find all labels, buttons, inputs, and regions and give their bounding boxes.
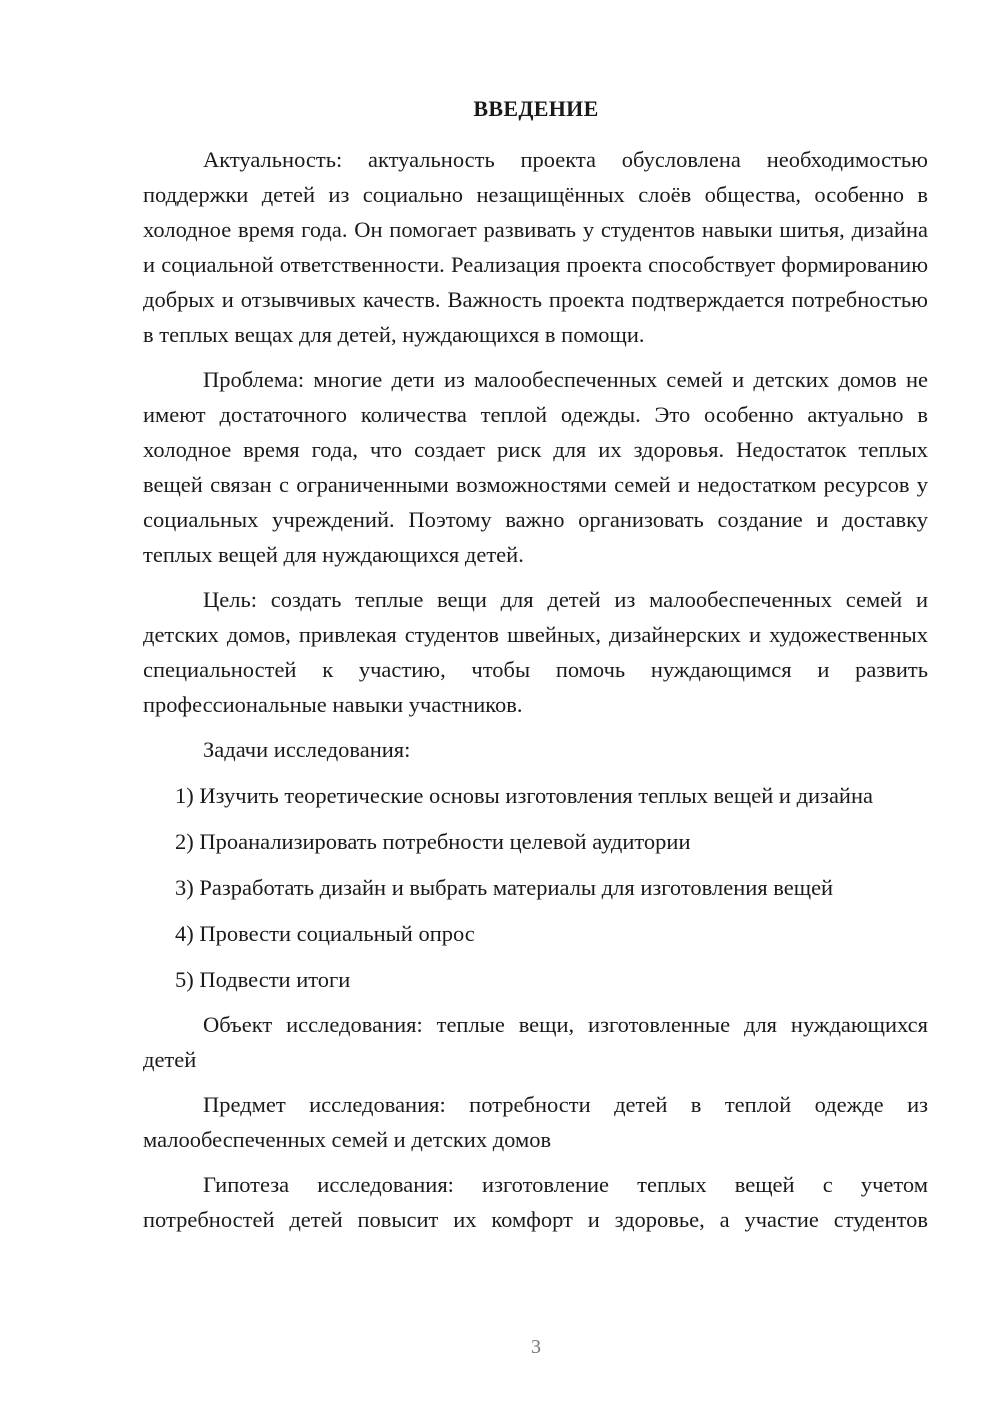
paragraph-subject: Предмет исследования: потребности детей в теплой одежде из малообеспеченных семей и детских домов <box>143 1092 928 1152</box>
list-item: 4) Провести социальный опрос <box>175 921 475 946</box>
list-item: 3) Разработать дизайн и выбрать материалы для изготовления вещей <box>175 875 834 900</box>
tasks-list <box>143 778 928 997</box>
page-number: 3 <box>531 1336 541 1358</box>
paragraph-relevance: Актуальность: актуальность проекта обусловлена необходимостью поддержки детей из социально незащищённых слоёв общества, особенно в холодное время года. Он помогает развивать у студентов навыки шитья, дизайна и социальной ответственности. Реализация проекта способствует формированию добрых и отзывчивых качеств. Важность проекта подтверждается потребностью в теплых вещах для детей, нуждающихся в помощи. <box>143 147 928 347</box>
tasks-heading: Задачи исследования: <box>203 737 411 762</box>
page-title: ВВЕДЕНИЕ <box>473 96 599 121</box>
list-item: 2) Проанализировать потребности целевой аудитории <box>175 829 691 854</box>
paragraph-goal: Цель: создать теплые вещи для детей из малообеспеченных семей и детских домов, привлекая студентов швейных, дизайнерских и художественных специальностей к участию, чтобы помочь нуждающимся и развить профессиональные навыки участников. <box>143 587 928 717</box>
paragraph-object: Объект исследования: теплые вещи, изготовленные для нуждающихся детей <box>143 1012 928 1072</box>
paragraph-problem: Проблема: многие дети из малообеспеченных семей и детских домов не имеют достаточного количества теплой одежды. Это особенно актуально в холодное время года, что создает риск для их здоровья. Недостаток теплых вещей связан с ограниченными возможностями семей и недостатком ресурсов у социальных учреждений. Поэтому важно организовать создание и доставку теплых вещей для нуждающихся детей. <box>143 367 928 567</box>
list-item: 5) Подвести итоги <box>175 967 351 992</box>
list-item: 1) Изучить теоретические основы изготовления теплых вещей и дизайна <box>175 783 873 808</box>
document-body <box>143 142 928 1237</box>
paragraph-hypothesis: Гипотеза исследования: изготовление теплых вещей с учетом потребностей детей повысит их комфорт и здоровье, а участие студентов <box>143 1172 928 1232</box>
